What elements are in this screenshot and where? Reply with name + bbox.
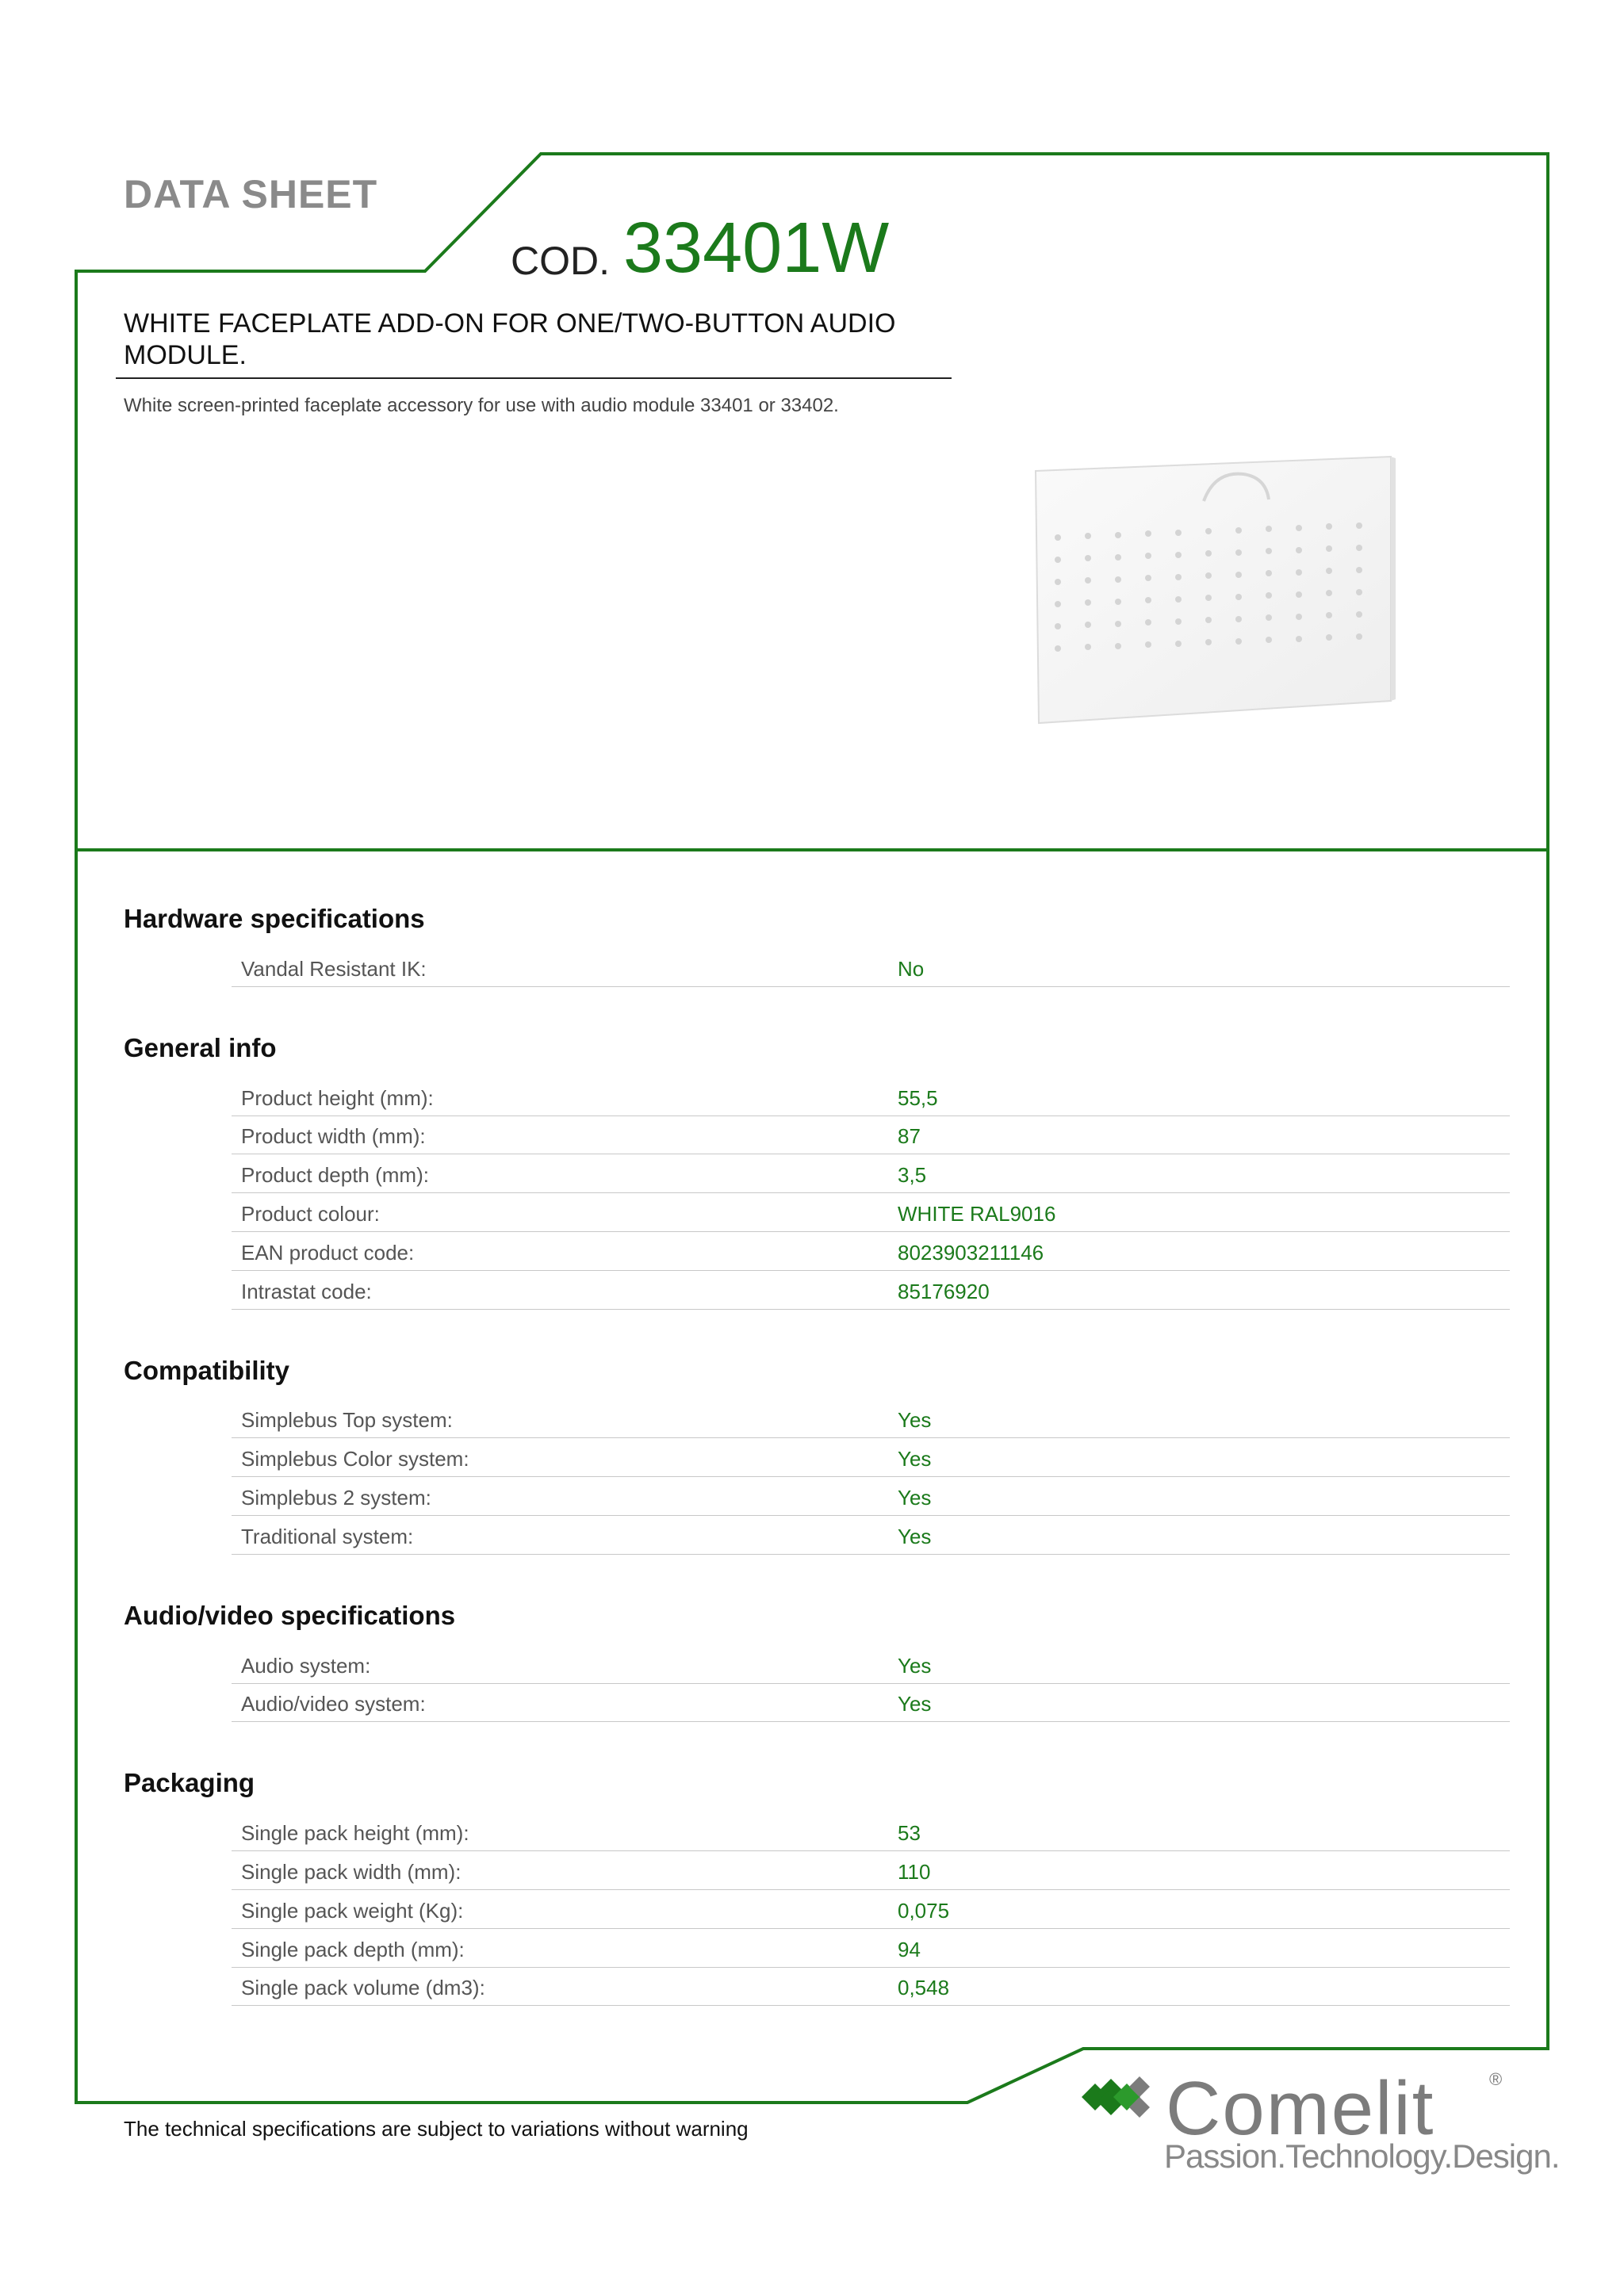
spec-value: 0,548 [898,1976,950,2000]
spec-section [124,1601,1510,1723]
spec-section [124,1033,1510,1310]
spec-value: 94 [898,1937,921,1961]
spec-row [232,1400,1510,1439]
spec-value: 8023903211146 [898,1240,1044,1265]
spec-label: Single pack width (mm): [241,1859,462,1884]
spec-section [124,904,1510,987]
spec-value: 87 [898,1124,921,1149]
spec-row [232,948,1510,987]
spec-value: Yes [898,1653,932,1678]
spec-label: Product depth (mm): [241,1163,429,1188]
spec-label: Single pack weight (Kg): [241,1898,464,1923]
code-prefix: COD. [511,239,610,283]
spec-label: Simplebus 2 system: [241,1485,431,1510]
spec-row [232,1812,1510,1851]
spec-label: Traditional system: [241,1524,414,1548]
spec-label: Product width (mm): [241,1124,426,1149]
section-heading: Compatibility [124,1355,290,1385]
spec-value: No [898,956,925,981]
spec-value: Yes [898,1485,932,1510]
specifications [124,904,1510,2052]
spec-value: 3,5 [898,1163,927,1188]
spec-value: 0,075 [898,1898,950,1923]
spec-section [124,1356,1510,1555]
spec-value: 85176920 [898,1279,990,1303]
comelit-logo-mark [1082,2069,1169,2125]
spec-label: Single pack depth (mm): [241,1937,465,1961]
spec-value: 55,5 [898,1085,938,1110]
spec-section [124,1768,1510,2006]
faceplate-product-image [1031,453,1404,731]
product-description: White screen-printed faceplate accessory for use with audio module 33401 or 33402. [124,395,839,416]
spec-row [232,1645,1510,1684]
spec-label: Product colour: [241,1201,380,1226]
product-code: 33401W [623,209,890,288]
spec-row [232,1271,1510,1310]
spec-value: 110 [898,1859,931,1884]
spec-value: Yes [898,1524,932,1548]
spec-label: Audio system: [241,1653,371,1678]
section-heading: Audio/video specifications [124,1600,456,1630]
spec-label: Single pack height (mm): [241,1821,469,1846]
brand-tagline: Passion.Technology.Design. [1164,2137,1560,2175]
spec-value: Yes [898,1692,932,1716]
spec-row [232,1077,1510,1116]
spec-label: Audio/video system: [241,1692,426,1716]
spec-label: Simplebus Top system: [241,1408,453,1433]
spec-row [232,1890,1510,1929]
spec-value: Yes [898,1447,932,1471]
spec-label: Single pack volume (dm3): [241,1976,485,2000]
spec-label: Simplebus Color system: [241,1447,469,1471]
spec-row [232,1232,1510,1271]
section-heading: General info [124,1032,277,1062]
brand-name: Comelit [1166,2066,1435,2151]
spec-row [232,1116,1510,1155]
product-title: WHITE FACEPLATE ADD-ON FOR ONE/TWO-BUTTON AUDIO MODULE. [124,308,896,370]
spec-value: WHITE RAL9016 [898,1201,1056,1226]
spec-row [232,1684,1510,1723]
spec-label: EAN product code: [241,1240,415,1265]
section-heading: Hardware specifications [124,904,425,933]
spec-value: Yes [898,1408,932,1433]
spec-label: Vandal Resistant IK: [241,956,427,981]
spec-label: Intrastat code: [241,1279,372,1303]
section-heading: Packaging [124,1768,255,1798]
spec-row [232,1968,1510,2007]
spec-row [232,1477,1510,1516]
spec-row [232,1851,1510,1890]
title-divider [116,377,952,379]
spec-row [232,1154,1510,1193]
spec-row [232,1193,1510,1232]
spec-row [232,1438,1510,1477]
doc-label: DATA SHEET [124,172,378,216]
spec-value: 53 [898,1821,921,1846]
spec-label: Product height (mm): [241,1085,434,1110]
spec-row [232,1516,1510,1555]
registered-mark: ® [1489,2069,1503,2089]
spec-row [232,1929,1510,1968]
footer-disclaimer: The technical specifications are subject to variations without warning [124,2117,749,2141]
